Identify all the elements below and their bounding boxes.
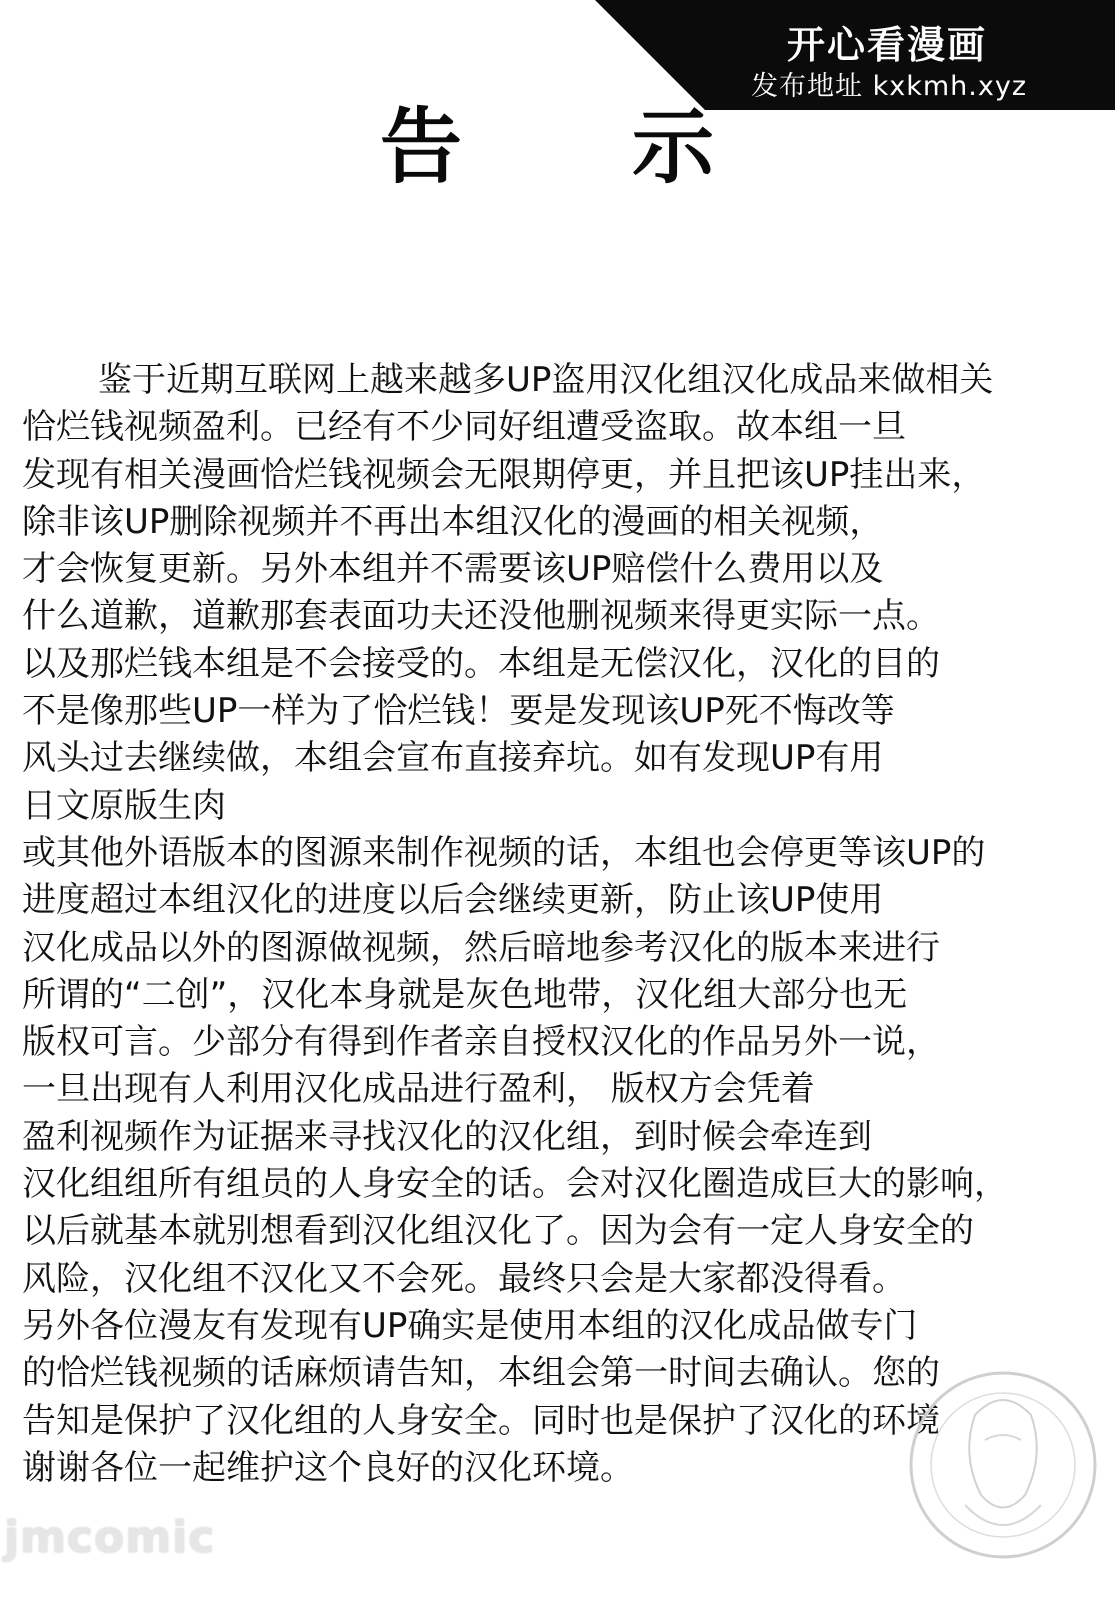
banner-title: 开心看漫画 bbox=[786, 23, 987, 67]
notice-line: 鉴于近期互联网上越来越多UP盗用汉化组汉化成品来做相关 bbox=[98, 360, 994, 400]
notice-line: 的恰烂钱视频的话麻烦请告知，本组会第一时间去确认。您的 bbox=[22, 1353, 940, 1394]
notice-line: 一旦出现有人利用汉化成品进行盈利， 版权方会凭着 bbox=[22, 1069, 815, 1110]
notice-line: 汉化组组所有组员的人身安全的话。会对汉化圈造成巨大的影响， bbox=[22, 1164, 1008, 1205]
notice-title: 告示 bbox=[380, 100, 885, 195]
notice-line: 除非该UP删除视频并不再出本组汉化的漫画的相关视频， bbox=[22, 501, 884, 542]
notice-line: 谢谢各位一起维护这个良好的汉化环境。 bbox=[22, 1447, 634, 1488]
notice-line: 恰烂钱视频盈利。已经有不少同好组遭受盗取。故本组一旦 bbox=[22, 407, 906, 448]
notice-line: 进度超过本组汉化的进度以后会继续更新，防止该UP使用 bbox=[22, 880, 884, 921]
notice-line: 以及那烂钱本组是不会接受的。本组是无偿汉化，汉化的目的 bbox=[22, 643, 940, 684]
seal-icon bbox=[905, 1345, 1100, 1585]
notice-line: 另外各位漫友有发现有UP确实是使用本组的汉化成品做专门 bbox=[22, 1305, 918, 1346]
notice-line: 发现有相关漫画恰烂钱视频会无限期停更，并且把该UP挂出来， bbox=[22, 454, 986, 495]
notice-body bbox=[22, 357, 1102, 1492]
notice-line: 以后就基本就别想看到汉化组汉化了。因为会有一定人身安全的 bbox=[22, 1211, 974, 1252]
watermark-logo: jmcomic bbox=[4, 1512, 216, 1563]
banner-url: 发布地址 kxkmh.xyz bbox=[751, 71, 1027, 102]
notice-line: 告知是保护了汉化组的人身安全。同时也是保护了汉化的环境 bbox=[22, 1400, 940, 1441]
notice-line: 什么道歉，道歉那套表面功夫还没他删视频来得更实际一点。 bbox=[22, 596, 940, 637]
notice-line: 风险，汉化组不汉化又不会死。最终只会是大家都没得看。 bbox=[22, 1258, 906, 1299]
notice-line: 不是像那些UP一样为了恰烂钱！要是发现该UP死不悔改等 bbox=[22, 691, 895, 732]
notice-line: 盈利视频作为证据来寻找汉化的汉化组，到时候会牵连到 bbox=[22, 1116, 872, 1157]
notice-line: 所谓的“二创”，汉化本身就是灰色地带，汉化组大部分也无 bbox=[22, 974, 908, 1015]
notice-line: 才会恢复更新。另外本组并不需要该UP赔偿什么费用以及 bbox=[22, 549, 884, 590]
notice-line: 或其他外语版本的图源来制作视频的话，本组也会停更等该UP的 bbox=[22, 832, 986, 873]
notice-line: 日文原版生肉 bbox=[22, 785, 226, 826]
notice-line: 风头过去继续做，本组会宣布直接弃坑。如有发现UP有用 bbox=[22, 738, 884, 779]
notice-line: 版权可言。少部分有得到作者亲自授权汉化的作品另外一说， bbox=[22, 1022, 940, 1063]
notice-line: 汉化成品以外的图源做视频，然后暗地参考汉化的版本来进行 bbox=[22, 927, 940, 968]
